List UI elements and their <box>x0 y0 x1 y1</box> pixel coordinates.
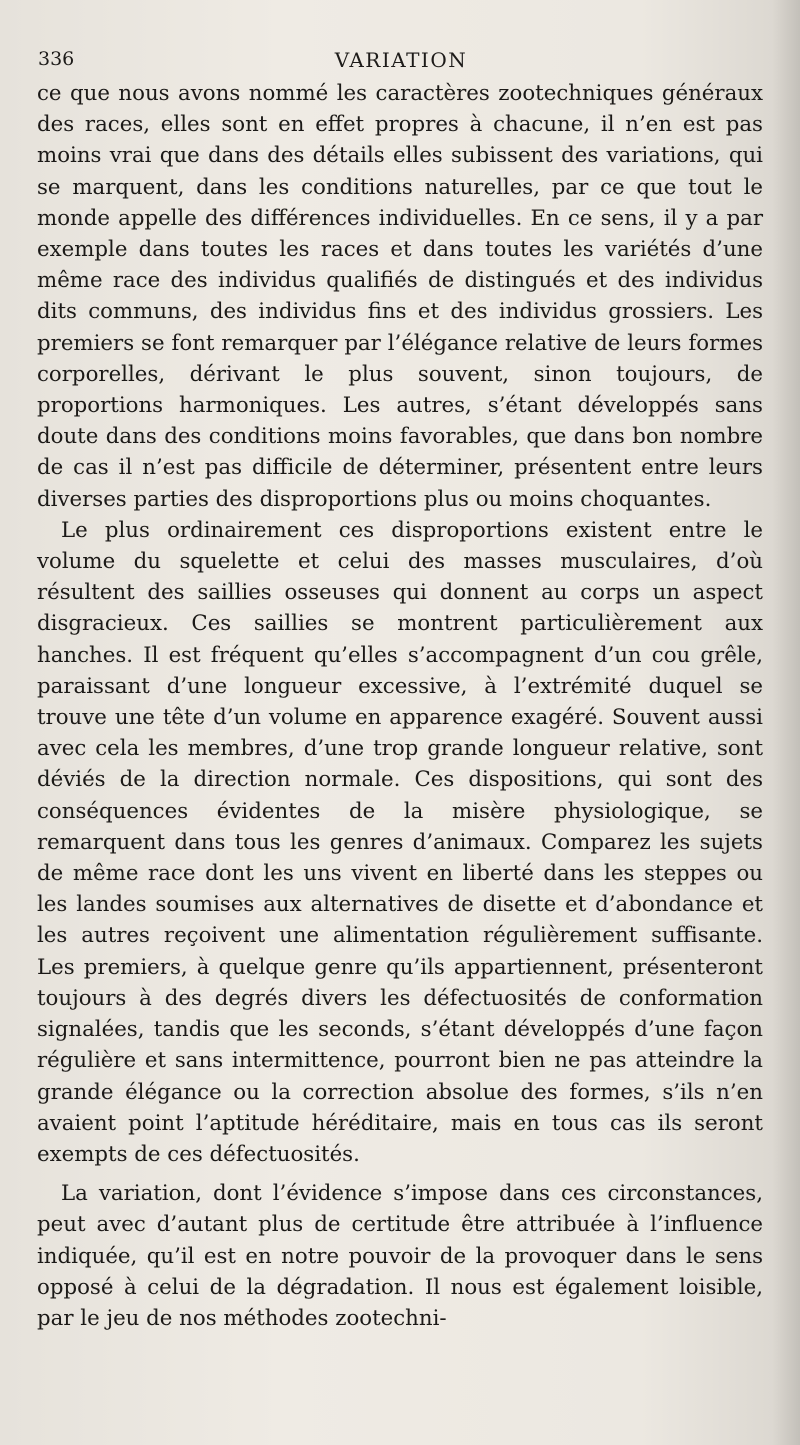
page-header <box>38 42 764 76</box>
paragraph-3: La variation, dont l’évidence s’impose dans ces circonstances, peut avec d’autant plus de certitude être attribuée à l’influence indiquée, qu’il est en notre pouvoir de la provoquer dans le sens opposé à celui de la dégradation. Il nous est également loisible, par le jeu de nos méthodes zootechni- <box>37 1181 763 1331</box>
running-title: VARIATION <box>334 48 468 72</box>
paragraph-2: Le plus ordinairement ces disproportions existent entre le volume du squelette et celui des masses musculaires, d’où résultent des saillies osseuses qui donnent au corps un aspect disgracieux. Ces saillies se montrent particulièrement aux hanches. Il est fréquent qu’elles s’accompagnent d’un cou grêle, paraissant d’une longueur excessive, à l’extrémité duquel se trouve une tête d’un volume en apparence exagéré. Souvent aussi avec cela les membres, d’une trop grande longueur relative, sont déviés de la direction normale. Ces dispositions, qui sont des conséquences évidentes de la misère physiologique, se remarquent dans tous les genres d’animaux. Comparez les sujets de même race dont les uns vivent en liberté dans les steppes ou les landes soumises aux alternatives de disette et d’abondance et les autres reçoivent une alimentation régulièrement suffisante. Les premiers, à quelque genre qu’ils appartiennent, présenteront toujours à des degrés divers les défectuosités de conformation signalées, tandis que les seconds, s’étant développés d’une façon régulière et sans intermittence, pourront bien ne pas atteindre la grande élégance ou la correction absolue des formes, s’ils n’en avaient point l’aptitude héréditaire, mais en tous cas ils seront exempts de ces défectuosités. <box>37 517 763 1167</box>
paragraph-1: ce que nous avons nommé les caractères zootechniques généraux des races, elles sont en effet propres à chacune, il n’en est pas moins vrai que dans des détails elles subissent des variations, qui se marquent, dans les conditions naturelles, par ce que tout le monde appelle des différences individuelles. En ce sens, il y a par exemple dans toutes les races et dans toutes les variétés d’une même race des individus qualifiés de distingués et des individus dits communs, des individus fins et des individus grossiers. Les premiers se font remarquer par l’élégance relative de leurs formes corporelles, dérivant le plus souvent, sinon toujours, de proportions harmoniques. Les autres, s’étant développés sans doute dans des conditions moins favorables, que dans bon nombre de cas il n’est pas difficile de déterminer, présentent entre leurs diverses parties des disproportions plus ou moins choquantes. <box>37 81 763 512</box>
page-edge-shadow <box>772 0 800 1445</box>
body-text <box>37 78 763 1334</box>
page-number: 336 <box>38 48 75 70</box>
